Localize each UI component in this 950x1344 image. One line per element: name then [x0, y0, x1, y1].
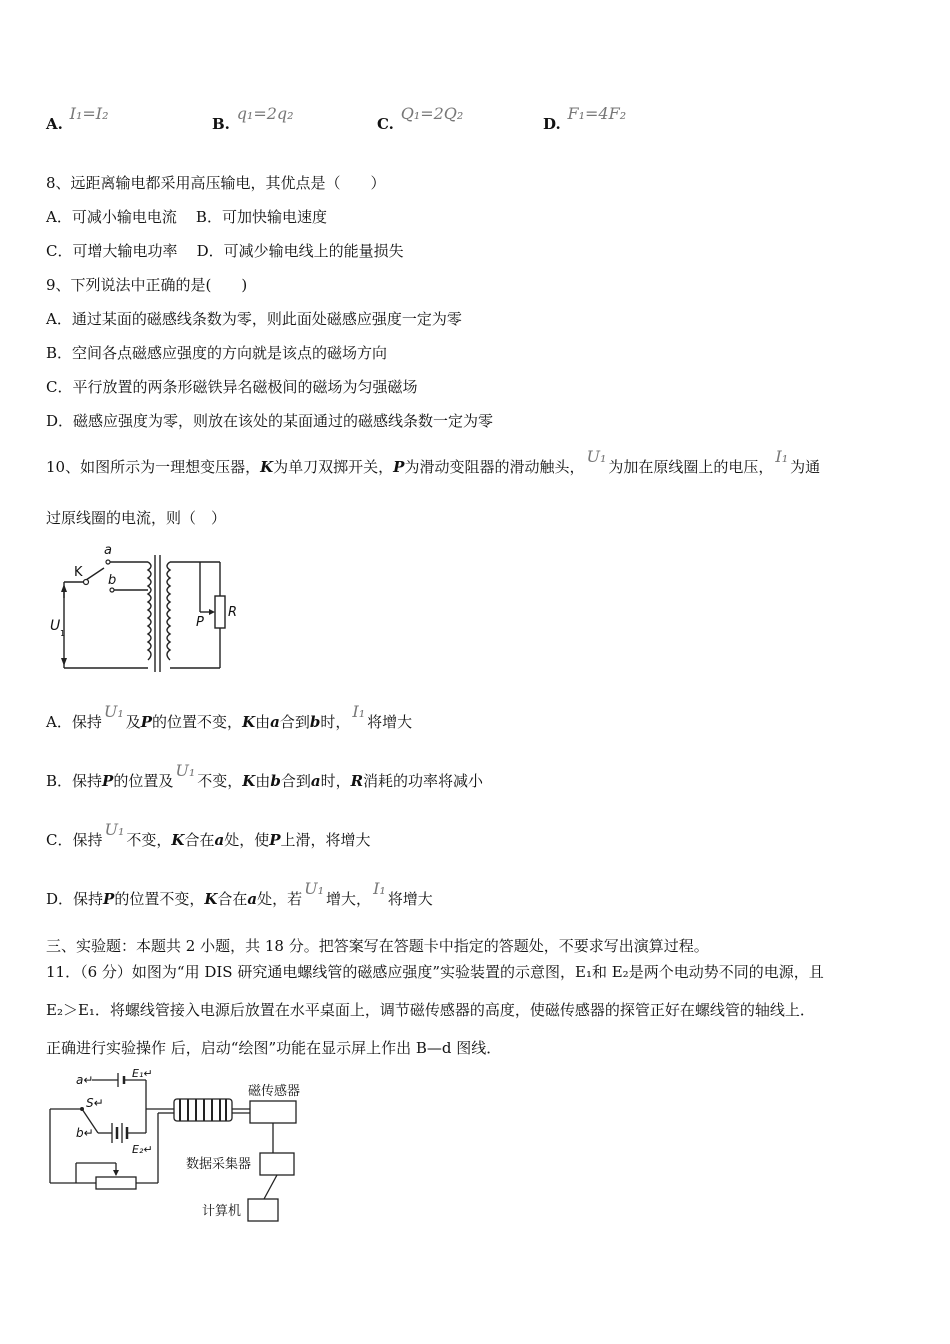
switch-pivot: [80, 1107, 84, 1111]
q8-option-b: B．可加快输电速度: [195, 208, 327, 226]
q10-var-P: P: [393, 458, 405, 476]
option-text: 将增大: [387, 890, 433, 908]
label-computer: 计算机: [202, 1204, 242, 1219]
option-text: 及: [125, 713, 141, 731]
q7-option-a-formula: I₁=I₂: [69, 104, 109, 123]
var-P: P: [269, 831, 281, 849]
q9-stem: 9、下列说法中正确的是( ): [46, 276, 248, 294]
q10-stem-text: 10、如图所示为一理想变压器，: [46, 458, 261, 476]
option-text: 不变，: [197, 772, 243, 790]
option-text: 处，使: [224, 831, 270, 849]
u1-arrowhead-bottom: [61, 658, 67, 666]
var-K: K: [242, 772, 256, 790]
q11-line3: 正确进行实验操作 后，启动“绘图”功能在显示屏上作出 B—d 图线．: [46, 1039, 502, 1057]
option-text: 合在: [184, 831, 215, 849]
q8-options-row2: [46, 241, 404, 261]
q7-option-c: [377, 104, 465, 134]
q8-option-d: D．可减少输电线上的能量损失: [196, 242, 404, 260]
option-text: 合到: [280, 772, 311, 790]
computer-box: [248, 1199, 278, 1221]
u1-arrowhead-top: [61, 584, 67, 592]
var-K: K: [171, 831, 185, 849]
solenoid-experiment-diagram: [46, 1065, 326, 1230]
option-text: 的位置及: [113, 772, 174, 790]
q7-option-b: [212, 104, 296, 134]
label-P: P: [196, 615, 204, 630]
q11-line2: E₂＞E₁．将螺线管接入电源后放置在水平桌面上，调节磁传感器的高度，使磁传感器的探管正好在螺线管的轴线上．: [46, 1001, 815, 1019]
q9-option-d: D．磁感应强度为零，则放在该处的某面通过的磁感线条数一定为零: [46, 412, 494, 430]
option-text: 上滑，将增大: [280, 831, 371, 849]
label-E2: E₂↵: [132, 1143, 153, 1156]
resistor-R: [215, 596, 225, 628]
q8-options-row1: [46, 207, 327, 227]
label-S: S↵: [86, 1096, 104, 1110]
var-a: a: [247, 890, 258, 908]
var-a: a: [214, 831, 225, 849]
option-text: 的位置不变，: [152, 713, 243, 731]
collector-box: [260, 1153, 294, 1175]
q10-option-d: [46, 879, 433, 909]
option-text: 时，: [320, 713, 351, 731]
var-b: b: [309, 713, 321, 731]
section3-title: 三、实验题：本题共 2 小题，共 18 分。把答案写在答题卡中指定的答题处，不要求写出演算过程。: [46, 937, 709, 955]
q9-option-c: C．平行放置的两条形磁铁异名磁极间的磁场为匀强磁场: [46, 378, 418, 396]
q7-option-b-formula: q₁=2q₂: [236, 104, 294, 123]
label-a: a: [104, 543, 112, 558]
option-text: 由: [255, 713, 271, 731]
contact-a: [106, 560, 110, 564]
q10-var-I1: I₁: [775, 447, 789, 466]
slider-arrowhead: [209, 609, 215, 615]
label-U: U: [50, 618, 61, 634]
option-text: 将增大: [367, 713, 413, 731]
option-text: 时，: [320, 772, 351, 790]
q8-option-a: A．可减小输电电流: [46, 208, 177, 226]
var-K: K: [204, 890, 218, 908]
var-U1: U₁: [104, 820, 125, 839]
q10-stem-text: 为加在原线圈上的电压，: [608, 458, 774, 476]
primary-coil: [148, 562, 151, 660]
label-U-sub: 1: [60, 629, 66, 638]
label-a: a↵: [76, 1073, 94, 1087]
q10-var-U1: U₁: [586, 447, 607, 466]
q9-option-a: A．通过某面的磁感线条数为零，则此面处磁感应强度一定为零: [46, 310, 462, 328]
q7-option-c-formula: Q₁=2Q₂: [400, 104, 464, 123]
q7-option-c-label: C.: [377, 115, 394, 133]
var-P: P: [102, 772, 114, 790]
secondary-coil: [167, 562, 170, 660]
var-I1: I₁: [373, 879, 386, 898]
q10-option-c: [46, 820, 371, 850]
var-P: P: [140, 713, 153, 731]
q8-stem: 8、远距离输电都采用高压输电，其优点是（ ）: [46, 174, 386, 192]
q8-option-c: C．可增大输电功率: [46, 242, 178, 260]
label-b: b↵: [76, 1126, 94, 1140]
q10-stem-line1: [46, 447, 821, 477]
option-text: 处，若: [257, 890, 303, 908]
q7-option-a: [46, 104, 111, 134]
label-E1: E₁↵: [132, 1067, 153, 1080]
transformer-diagram: [46, 540, 246, 675]
q10-option-a: [46, 702, 413, 732]
wire-collector-computer: [264, 1175, 277, 1199]
switch-blade: [86, 568, 104, 580]
q7-option-d: [543, 104, 628, 134]
q10-stem-text: 为单刀双掷开关，: [273, 458, 394, 476]
option-text: B．保持: [46, 772, 103, 790]
var-b: b: [270, 772, 281, 790]
sensor-box: [250, 1101, 296, 1123]
q7-option-a-label: A.: [46, 115, 63, 133]
option-text: 的位置不变，: [114, 890, 205, 908]
var-K: K: [242, 713, 256, 731]
option-text: 不变，: [126, 831, 172, 849]
option-text: 消耗的功率将减小: [363, 772, 484, 790]
contact-b: [110, 588, 114, 592]
q10-option-b: [46, 761, 484, 791]
var-a: a: [310, 772, 321, 790]
q10-stem-line2: 过原线圈的电流，则（ ）: [46, 509, 227, 527]
var-P: P: [103, 890, 115, 908]
q11-line1: 11．（6 分）如图为“用 DIS 研究通电螺线管的磁感应强度”实验装置的示意图，E₁和 E₂是两个电动势不同的电源，且: [46, 963, 824, 981]
rheostat: [96, 1177, 136, 1189]
var-U1: U₁: [304, 879, 325, 898]
rheostat-arrowhead: [113, 1170, 119, 1176]
option-text: 合在: [217, 890, 248, 908]
label-b: b: [108, 573, 117, 588]
var-I1: I₁: [352, 702, 366, 721]
option-text: A．保持: [46, 713, 102, 731]
option-text: D．保持: [46, 890, 104, 908]
var-R: R: [350, 772, 364, 790]
label-sensor: 磁传感器: [248, 1084, 301, 1099]
label-collector: 数据采集器: [186, 1157, 252, 1172]
option-text: 合到: [279, 713, 310, 731]
label-R: R: [228, 605, 238, 620]
label-K: K: [74, 565, 83, 580]
option-text: 增大，: [326, 890, 372, 908]
q7-option-d-formula: F₁=4F₂: [567, 104, 627, 123]
solenoid-windings: [180, 1099, 226, 1121]
q9-option-b: B．空间各点磁感应强度的方向就是该点的磁场方向: [46, 344, 388, 362]
q10-stem-text: 为通: [790, 458, 821, 476]
var-U1: U₁: [103, 702, 124, 721]
q7-option-b-label: B.: [212, 115, 230, 133]
q10-stem-text: 为滑动变阻器的滑动触头，: [404, 458, 585, 476]
switch-pivot: [84, 580, 89, 585]
option-text: C．保持: [46, 831, 103, 849]
option-text: 由: [255, 772, 271, 790]
var-U1: U₁: [175, 761, 196, 780]
q7-option-d-label: D.: [543, 115, 561, 133]
var-a: a: [270, 713, 280, 731]
q10-var-K: K: [260, 458, 274, 476]
